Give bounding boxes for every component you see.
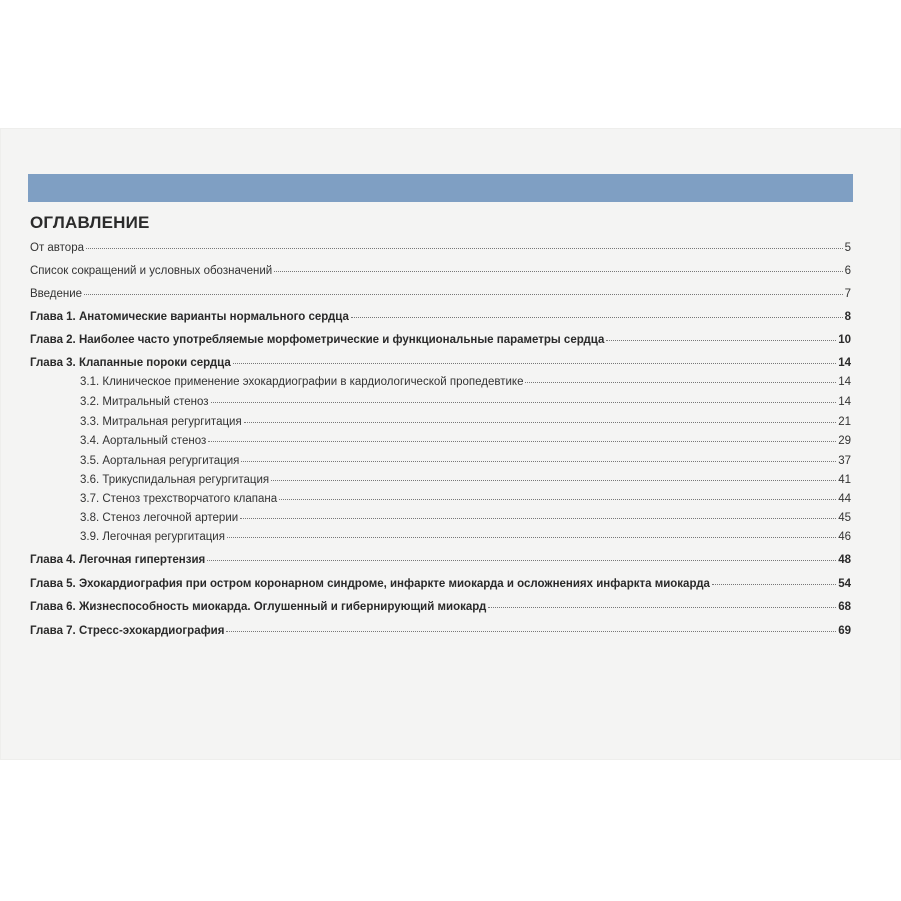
dot-leader [240,517,836,519]
toc-entry-page: 68 [838,601,851,613]
dot-leader [211,401,837,403]
toc-entry-label: Список сокращений и условных обозначений [30,265,273,277]
toc-entry-page: 7 [844,288,851,300]
dot-leader [712,583,836,585]
toc-entry [30,241,851,255]
toc-chapter [30,310,851,324]
toc-entry-page: 45 [838,512,851,524]
toc-entry-page: 21 [838,416,851,428]
toc-entry-label: 3.8. Стеноз легочной артерии [80,512,239,524]
toc-entry-page: 54 [838,578,851,590]
toc-entry-page: 14 [838,357,851,369]
dot-leader [351,316,843,318]
dot-leader [226,630,836,632]
toc-entry [30,287,851,301]
toc-entry-label: 3.7. Стеноз трехстворчатого клапана [80,493,278,505]
toc-entry-page: 29 [838,435,851,447]
dot-leader [279,498,836,500]
toc-entry-label: Глава 2. Наиболее часто употребляемые морфометрические и функциональные параметры сердца [30,334,605,346]
toc-entry-page: 41 [838,474,851,486]
toc-entry-label: 3.1. Клиническое применение эхокардиографии в кардиологической пропедевтике [80,376,524,388]
toc-subsection [80,415,851,429]
toc-entry-page: 6 [844,265,851,277]
dot-leader [233,362,836,364]
toc-chapter [30,356,851,370]
toc-chapter [30,553,851,567]
dot-leader [227,536,836,538]
toc-entry-label: Глава 3. Клапанные пороки сердца [30,357,231,369]
dot-leader [606,339,836,341]
toc-subsection [80,530,851,544]
toc-entry-page: 37 [838,455,851,467]
dot-leader [274,270,842,272]
toc-entry-page: 44 [838,493,851,505]
dot-leader [208,440,836,442]
toc-entry-page: 14 [838,376,851,388]
dot-leader [84,293,843,295]
toc-subsection [80,395,851,409]
toc-entry-label: Введение [30,288,83,300]
page-title: ОГЛАВЛЕНИЕ [30,213,150,232]
toc-subsection [80,473,851,487]
dot-leader [271,479,836,481]
toc-subsection [80,375,851,389]
toc-subsection [80,511,851,525]
toc-entry-label: 3.9. Легочная регургитация [80,531,225,543]
toc-subsection [80,434,851,448]
toc-chapter [30,333,851,347]
toc-chapter [30,577,851,591]
toc-entry-label: 3.2. Митральный стеноз [80,396,209,408]
toc-entry-page: 5 [844,242,851,254]
toc-entry-label: Глава 1. Анатомические варианты нормального сердца [30,311,349,323]
toc-entry-page: 14 [838,396,851,408]
toc-chapter [30,624,851,638]
toc-entry-page: 48 [838,554,851,566]
dot-leader [86,247,843,249]
dot-leader [207,559,836,561]
toc-entry-label: Глава 6. Жизнеспособность миокарда. Оглушенный и гибернирующий миокард [30,601,487,613]
toc-entry-page: 46 [838,531,851,543]
toc-entry-label: 3.3. Митральная регургитация [80,416,242,428]
dot-leader [525,381,836,383]
toc-subsection [80,492,851,506]
toc-chapter [30,600,851,614]
toc-entry-label: 3.6. Трикуспидальная регургитация [80,474,270,486]
toc-entry-page: 10 [838,334,851,346]
toc-entry-page: 69 [838,625,851,637]
toc-entry-label: Глава 4. Легочная гипертензия [30,554,206,566]
toc-entry-label: Глава 5. Эхокардиография при остром коронарном синдроме, инфаркте миокарда и осложнениях инфаркта миокарда [30,578,710,590]
toc-entry-label: Глава 7. Стресс-эхокардиография [30,625,225,637]
dot-leader [241,460,836,462]
toc-entry-label: От автора [30,242,84,254]
toc-entry-label: 3.4. Аортальный стеноз [80,435,207,447]
toc-entry [30,264,851,278]
dot-leader [244,421,837,423]
toc-entry-label: 3.5. Аортальная регургитация [80,455,240,467]
toc-subsection [80,454,851,468]
dot-leader [488,606,836,608]
toc-entry-page: 8 [844,311,851,323]
